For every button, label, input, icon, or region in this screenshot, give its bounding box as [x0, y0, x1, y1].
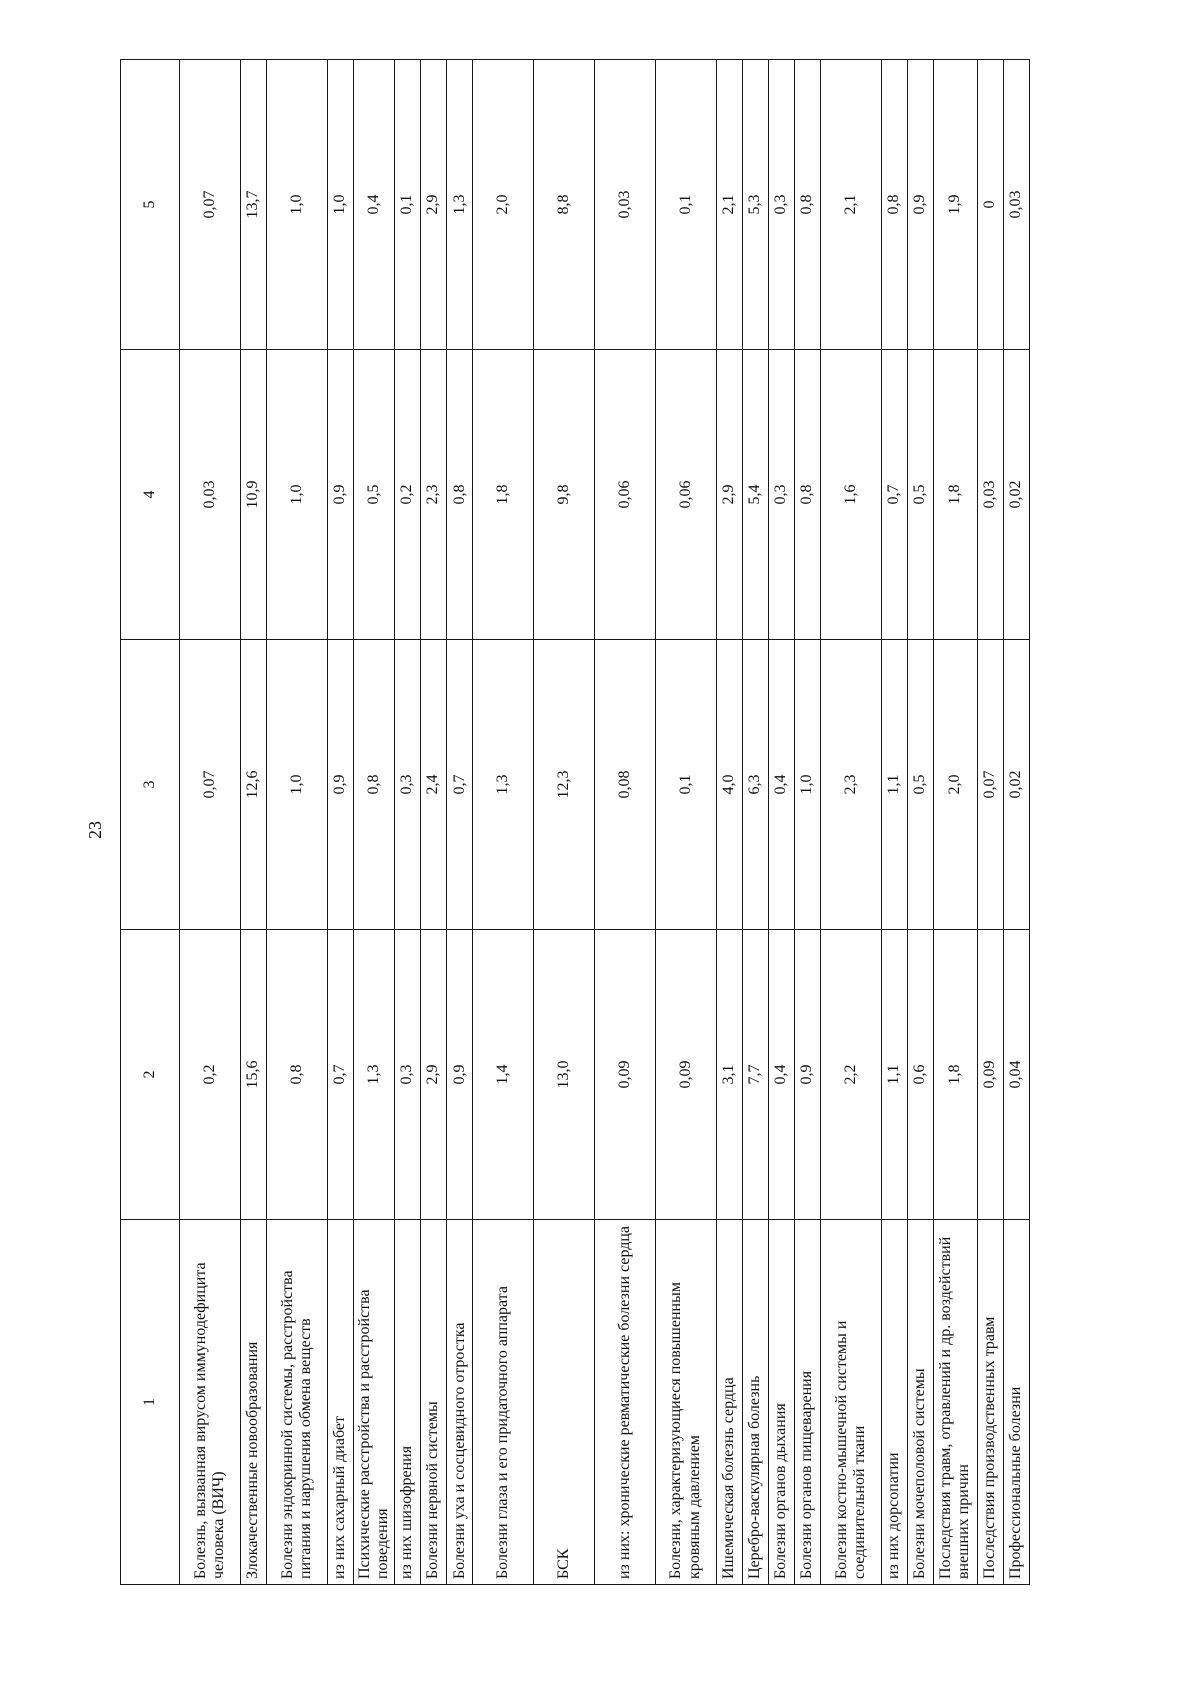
row-value: 1,0 [795, 640, 821, 930]
table-row [768, 60, 794, 1585]
row-value: 7,7 [742, 930, 768, 1220]
row-value: 12,6 [240, 640, 266, 930]
row-value: 1,4 [473, 930, 534, 1220]
row-label: Профессиональные болезни [1003, 1220, 1029, 1585]
row-value: 13,7 [240, 60, 266, 350]
row-value: 0,9 [795, 930, 821, 1220]
row-value: 5,4 [742, 350, 768, 640]
row-value: 0,5 [353, 350, 394, 640]
row-value: 0,7 [327, 930, 353, 1220]
row-value: 0,7 [447, 640, 473, 930]
row-value: 0,7 [882, 350, 908, 640]
row-value: 0,09 [977, 930, 1003, 1220]
row-value: 2,4 [421, 640, 447, 930]
row-label: Болезнь, вызванная вирусом иммунодефицита человека (ВИЧ) [180, 1220, 241, 1585]
row-label: БСК [534, 1220, 595, 1585]
table-row [180, 60, 241, 1585]
row-value: 0,04 [1003, 930, 1029, 1220]
table-row [977, 60, 1003, 1585]
row-value: 0,3 [768, 60, 794, 350]
row-value: 1,8 [934, 930, 977, 1220]
row-value: 0,1 [655, 640, 716, 930]
row-value: 2,1 [821, 60, 882, 350]
row-label: Болезни, характеризующиеся повышенным кровяным давлением [655, 1220, 716, 1585]
row-value: 0,4 [768, 930, 794, 1220]
row-value: 0,07 [180, 60, 241, 350]
rotated-table-container [120, 60, 1030, 1585]
table-row [395, 60, 421, 1585]
row-value: 0,5 [908, 640, 934, 930]
row-value: 2,9 [421, 930, 447, 1220]
row-label: Болезни костно-мышечной системы и соединительной ткани [821, 1220, 882, 1585]
table-row [534, 60, 595, 1585]
row-value: 1,0 [327, 60, 353, 350]
row-value: 12,3 [534, 640, 595, 930]
header-cell: 4 [121, 350, 180, 640]
table-row [655, 60, 716, 1585]
row-value: 1,3 [447, 60, 473, 350]
row-value: 0,8 [795, 60, 821, 350]
row-value: 0,8 [795, 350, 821, 640]
row-label: из них шизофрения [395, 1220, 421, 1585]
row-value: 0,07 [977, 640, 1003, 930]
row-value: 0,9 [908, 60, 934, 350]
row-label: из них сахарный диабет [327, 1220, 353, 1585]
row-label: Болезни органов пищеварения [795, 1220, 821, 1585]
row-value: 0,4 [353, 60, 394, 350]
row-value: 0,09 [595, 930, 656, 1220]
row-value: 0,1 [655, 60, 716, 350]
row-label: Последствия травм, отравлений и др. воздействий внешних причин [934, 1220, 977, 1585]
row-value: 1,6 [821, 350, 882, 640]
table-row [473, 60, 534, 1585]
table-row [327, 60, 353, 1585]
row-value: 2,0 [934, 640, 977, 930]
row-value: 0,2 [395, 350, 421, 640]
row-value: 2,3 [421, 350, 447, 640]
row-value: 1,8 [934, 350, 977, 640]
row-value: 0,3 [768, 350, 794, 640]
row-value: 0,2 [180, 930, 241, 1220]
row-value: 0,9 [327, 640, 353, 930]
row-label: Болезни эндокринной системы, расстройства питания и нарушения обмена веществ [266, 1220, 327, 1585]
page-number: 23 [85, 821, 105, 839]
row-value: 3,1 [716, 930, 742, 1220]
row-value: 1,0 [266, 640, 327, 930]
header-cell: 2 [121, 930, 180, 1220]
header-cell: 1 [121, 1220, 180, 1585]
row-value: 6,3 [742, 640, 768, 930]
row-value: 2,1 [716, 60, 742, 350]
row-label: Болезни уха и сосцевидного отростка [447, 1220, 473, 1585]
row-value: 0 [977, 60, 1003, 350]
row-label: Последствия производственных травм [977, 1220, 1003, 1585]
row-value: 1,9 [934, 60, 977, 350]
row-value: 0,09 [655, 930, 716, 1220]
table-row [447, 60, 473, 1585]
header-cell: 3 [121, 640, 180, 930]
row-value: 0,8 [447, 350, 473, 640]
row-value: 0,03 [977, 350, 1003, 640]
row-value: 2,0 [473, 60, 534, 350]
row-value: 0,8 [353, 640, 394, 930]
table-row [795, 60, 821, 1585]
row-value: 2,3 [821, 640, 882, 930]
row-value: 1,1 [882, 640, 908, 930]
table-row [353, 60, 394, 1585]
row-value: 0,3 [395, 930, 421, 1220]
row-value: 0,8 [882, 60, 908, 350]
row-value: 1,3 [353, 930, 394, 1220]
table-row [934, 60, 977, 1585]
row-value: 9,8 [534, 350, 595, 640]
table-row [716, 60, 742, 1585]
row-value: 2,9 [716, 350, 742, 640]
row-value: 0,02 [1003, 640, 1029, 930]
row-value: 0,1 [395, 60, 421, 350]
table-row [266, 60, 327, 1585]
row-label: Психические расстройства и расстройства поведения [353, 1220, 394, 1585]
row-value: 2,9 [421, 60, 447, 350]
row-value: 10,9 [240, 350, 266, 640]
row-value: 0,06 [595, 350, 656, 640]
row-label: Ишемическая болезнь сердца [716, 1220, 742, 1585]
row-value: 0,3 [395, 640, 421, 930]
row-label: Церебро-васкулярная болезнь [742, 1220, 768, 1585]
row-value: 0,03 [595, 60, 656, 350]
row-value: 4,0 [716, 640, 742, 930]
table-row [742, 60, 768, 1585]
row-value: 8,8 [534, 60, 595, 350]
row-value: 0,06 [655, 350, 716, 640]
data-table [120, 59, 1030, 1585]
row-label: Болезни мочеполовой системы [908, 1220, 934, 1585]
row-label: Болезни глаза и его придаточного аппарата [473, 1220, 534, 1585]
row-label: Болезни органов дыхания [768, 1220, 794, 1585]
row-value: 0,4 [768, 640, 794, 930]
row-value: 0,03 [1003, 60, 1029, 350]
row-value: 1,0 [266, 350, 327, 640]
row-label: Злокачественные новообразования [240, 1220, 266, 1585]
row-value: 0,8 [266, 930, 327, 1220]
table-row [595, 60, 656, 1585]
row-value: 1,1 [882, 930, 908, 1220]
table-body [180, 60, 1030, 1585]
table-row [908, 60, 934, 1585]
row-value: 5,3 [742, 60, 768, 350]
row-value: 0,03 [180, 350, 241, 640]
row-value: 15,6 [240, 930, 266, 1220]
row-value: 0,9 [447, 930, 473, 1220]
row-value: 0,9 [327, 350, 353, 640]
row-value: 2,2 [821, 930, 882, 1220]
row-value: 0,07 [180, 640, 241, 930]
row-value: 1,8 [473, 350, 534, 640]
row-value: 0,08 [595, 640, 656, 930]
table-row [821, 60, 882, 1585]
header-cell: 5 [121, 60, 180, 350]
table-row [1003, 60, 1029, 1585]
row-value: 0,6 [908, 930, 934, 1220]
row-value: 0,5 [908, 350, 934, 640]
row-value: 1,3 [473, 640, 534, 930]
row-label: Болезни нервной системы [421, 1220, 447, 1585]
table-row [240, 60, 266, 1585]
row-value: 13,0 [534, 930, 595, 1220]
header-row [121, 60, 180, 1585]
row-value: 0,02 [1003, 350, 1029, 640]
table-row [882, 60, 908, 1585]
row-label: из них дорсопатии [882, 1220, 908, 1585]
table-row [421, 60, 447, 1585]
row-label: из них: хронические ревматические болезни сердца [595, 1220, 656, 1585]
row-value: 1,0 [266, 60, 327, 350]
